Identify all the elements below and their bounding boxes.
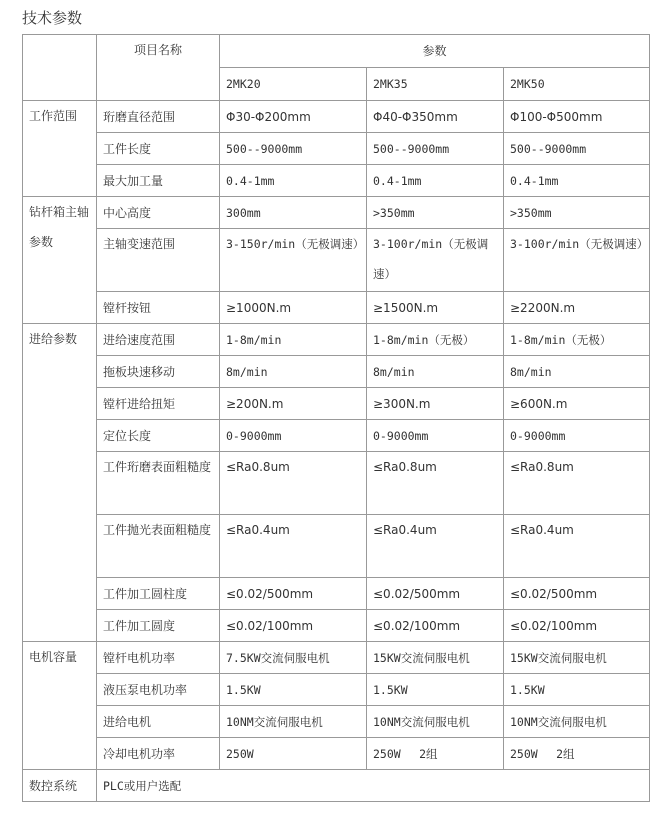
- value-cell: ≤Ra0.8um: [367, 452, 504, 515]
- table-row: [23, 738, 650, 770]
- value-cell: >350mm: [367, 197, 504, 229]
- table-row: [23, 674, 650, 706]
- spec-table: [22, 34, 650, 802]
- value-cell: ≤Ra0.8um: [504, 452, 650, 515]
- value-cell: ≤0.02/100mm: [220, 610, 367, 642]
- value-cell: 250W 2组: [504, 738, 650, 770]
- table-row: [23, 292, 650, 324]
- row-label: 最大加工量: [97, 165, 220, 197]
- value-cell: 1-8m/min（无极）: [367, 324, 504, 356]
- table-row: [23, 197, 650, 229]
- value-cell: 1.5KW: [504, 674, 650, 706]
- row-label: 珩磨直径范围: [97, 101, 220, 133]
- value-cell: ≥2200N.m: [504, 292, 650, 324]
- table-row: [23, 133, 650, 165]
- value-cell: 1.5KW: [220, 674, 367, 706]
- header-item-name: 项目名称: [97, 35, 220, 101]
- value-cell: ≤0.02/500mm: [504, 578, 650, 610]
- value-cell: 0-9000mm: [367, 420, 504, 452]
- value-cell: 15KW交流伺服电机: [504, 642, 650, 674]
- page-title: 技术参数: [22, 9, 83, 27]
- value-cell: >350mm: [504, 197, 650, 229]
- value-cell: 10NM交流伺服电机: [367, 706, 504, 738]
- value-cell: ≤0.02/500mm: [367, 578, 504, 610]
- table-row: [23, 452, 650, 515]
- table-row: [23, 101, 650, 133]
- value-cell: ≥1500N.m: [367, 292, 504, 324]
- value-cell: Φ40-Φ350mm: [367, 101, 504, 133]
- table-row: [23, 642, 650, 674]
- value-cell: ≥200N.m: [220, 388, 367, 420]
- row-label: 镗杆进给扭矩: [97, 388, 220, 420]
- value-cell: ≤Ra0.4um: [504, 515, 650, 578]
- value-cell: ≤Ra0.4um: [367, 515, 504, 578]
- table-row: [23, 578, 650, 610]
- value-cell: 500--9000mm: [504, 133, 650, 165]
- table-row: [23, 324, 650, 356]
- value-cell: 8m/min: [220, 356, 367, 388]
- value-cell: 1.5KW: [367, 674, 504, 706]
- value-cell: ≥300N.m: [367, 388, 504, 420]
- value-cell: ≥600N.m: [504, 388, 650, 420]
- value-cell: 0.4-1mm: [504, 165, 650, 197]
- value-cell: 8m/min: [367, 356, 504, 388]
- group-label: 数控系统: [23, 770, 97, 802]
- value-cell: 8m/min: [504, 356, 650, 388]
- table-row: [23, 706, 650, 738]
- table-row: [23, 610, 650, 642]
- value-cell: 0.4-1mm: [367, 165, 504, 197]
- header-blank-cell: [23, 35, 97, 101]
- model-name: 2MK20: [220, 68, 367, 101]
- value-cell: ≤0.02/100mm: [367, 610, 504, 642]
- value-cell: 15KW交流伺服电机: [367, 642, 504, 674]
- value-cell: ≥1000N.m: [220, 292, 367, 324]
- row-label: 冷却电机功率: [97, 738, 220, 770]
- row-label: 工件加工圆度: [97, 610, 220, 642]
- value-cell: 7.5KW交流伺服电机: [220, 642, 367, 674]
- model-name: 2MK35: [367, 68, 504, 101]
- row-label: 主轴变速范围: [97, 229, 220, 292]
- table-row: [23, 165, 650, 197]
- value-cell: PLC或用户选配: [97, 770, 650, 802]
- row-label: 拖板块速移动: [97, 356, 220, 388]
- value-cell: 500--9000mm: [220, 133, 367, 165]
- value-cell: 3-150r/min（无极调速）: [220, 229, 367, 292]
- value-cell: 0.4-1mm: [220, 165, 367, 197]
- value-cell: ≤0.02/500mm: [220, 578, 367, 610]
- value-cell: 0-9000mm: [504, 420, 650, 452]
- value-cell: 3-100r/min（无极调速）: [367, 229, 504, 292]
- value-cell: ≤Ra0.4um: [220, 515, 367, 578]
- value-cell: 500--9000mm: [367, 133, 504, 165]
- value-cell: Φ30-Φ200mm: [220, 101, 367, 133]
- value-cell: 250W: [220, 738, 367, 770]
- value-cell: 10NM交流伺服电机: [220, 706, 367, 738]
- table-row: [23, 388, 650, 420]
- value-cell: 10NM交流伺服电机: [504, 706, 650, 738]
- value-cell: Φ100-Φ500mm: [504, 101, 650, 133]
- row-label: 工件珩磨表面粗糙度: [97, 452, 220, 515]
- value-cell: 3-100r/min（无极调速）: [504, 229, 650, 292]
- group-label: 电机容量: [23, 642, 97, 770]
- table-row: [23, 229, 650, 292]
- row-label: 镗杆按钮: [97, 292, 220, 324]
- row-label: 工件加工圆柱度: [97, 578, 220, 610]
- table-row: [23, 356, 650, 388]
- value-cell: 0-9000mm: [220, 420, 367, 452]
- table-row: [23, 515, 650, 578]
- model-name: 2MK50: [504, 68, 650, 101]
- header-row: [23, 35, 650, 68]
- row-label: 液压泵电机功率: [97, 674, 220, 706]
- value-cell: ≤Ra0.8um: [220, 452, 367, 515]
- value-cell: ≤0.02/100mm: [504, 610, 650, 642]
- header-params: 参数: [220, 35, 650, 68]
- value-cell: 1-8m/min（无极）: [504, 324, 650, 356]
- row-label: 工件抛光表面粗糙度: [97, 515, 220, 578]
- value-cell: 250W 2组: [367, 738, 504, 770]
- row-label: 工件长度: [97, 133, 220, 165]
- row-label: 进给速度范围: [97, 324, 220, 356]
- row-label: 镗杆电机功率: [97, 642, 220, 674]
- value-cell: 1-8m/min: [220, 324, 367, 356]
- row-label: 中心高度: [97, 197, 220, 229]
- row-label: 定位长度: [97, 420, 220, 452]
- table-row: [23, 770, 650, 802]
- row-label: 进给电机: [97, 706, 220, 738]
- group-label: 钻杆箱主轴参数: [23, 197, 97, 324]
- table-row: [23, 420, 650, 452]
- group-label: 进给参数: [23, 324, 97, 642]
- group-label: 工作范围: [23, 101, 97, 197]
- value-cell: 300mm: [220, 197, 367, 229]
